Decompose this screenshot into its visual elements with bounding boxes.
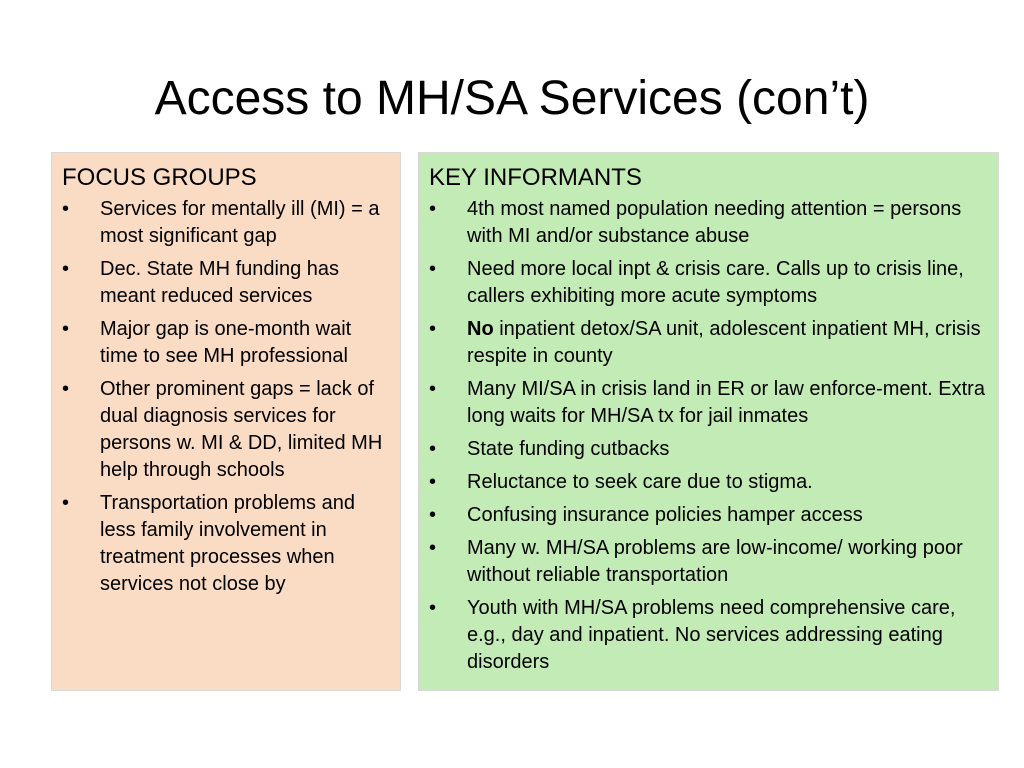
- list-item-text: Many MI/SA in crisis land in ER or law enforce-ment. Extra long waits for MH/SA tx for jail inmates: [467, 378, 985, 427]
- list-item-text: State funding cutbacks: [467, 438, 670, 460]
- bullet-icon: •: [429, 318, 437, 340]
- list-item: [429, 469, 990, 496]
- list-item: [429, 436, 990, 463]
- bullet-icon: •: [429, 378, 437, 400]
- list-item-text: Dec. State MH funding has meant reduced services: [100, 258, 340, 307]
- focus-groups-heading: FOCUS GROUPS: [62, 164, 257, 191]
- list-item: [62, 490, 392, 598]
- bullet-icon: •: [429, 537, 437, 559]
- list-item-text: Confusing insurance policies hamper access: [467, 504, 863, 526]
- bullet-icon: •: [62, 258, 70, 280]
- list-item-text: Transportation problems and less family involvement in treatment processes when services not close by: [100, 492, 355, 595]
- list-item-text: [467, 318, 981, 367]
- slide-title: Access to MH/SA Services (con’t): [154, 72, 870, 125]
- list-item-text: Other prominent gaps = lack of dual diagnosis services for persons w. MI & DD, limited MH help through schools: [100, 378, 383, 481]
- list-item: [62, 256, 392, 310]
- list-item-text: Services for mentally ill (MI) = a most significant gap: [100, 198, 380, 247]
- list-item: [429, 256, 990, 310]
- key-informants-list: [429, 196, 990, 676]
- bullet-icon: •: [429, 438, 437, 460]
- list-item: [429, 595, 990, 676]
- focus-groups-list: [62, 196, 392, 598]
- list-item: [429, 196, 990, 250]
- list-item-text: 4th most named population needing attention = persons with MI and/or substance abuse: [467, 198, 962, 247]
- bullet-icon: •: [62, 378, 70, 400]
- list-item: [429, 502, 990, 529]
- key-informants-panel: [418, 152, 999, 691]
- list-item: [62, 316, 392, 370]
- list-item-text: Youth with MH/SA problems need comprehensive care, e.g., day and inpatient. No services addressing eating disorders: [467, 597, 956, 673]
- list-item-text: Major gap is one-month wait time to see MH professional: [100, 318, 352, 367]
- list-item-text: Many w. MH/SA problems are low-income/ working poor without reliable transportation: [467, 537, 963, 586]
- bullet-icon: •: [429, 471, 437, 493]
- list-item: [429, 316, 990, 370]
- list-item: [62, 196, 392, 250]
- bullet-icon: •: [62, 492, 70, 514]
- bullet-icon: •: [429, 198, 437, 220]
- list-item: [62, 376, 392, 484]
- focus-groups-panel: [51, 152, 401, 691]
- list-item-text-rest: inpatient detox/SA unit, adolescent inpatient MH, crisis respite in county: [467, 318, 981, 367]
- list-item: [429, 535, 990, 589]
- bullet-icon: •: [429, 504, 437, 526]
- bullet-icon: •: [62, 198, 70, 220]
- key-informants-heading: KEY INFORMANTS: [429, 164, 642, 191]
- bullet-icon: •: [62, 318, 70, 340]
- bullet-icon: •: [429, 597, 437, 619]
- bullet-icon: •: [429, 258, 437, 280]
- list-item-text: Need more local inpt & crisis care. Calls up to crisis line, callers exhibiting more acute symptoms: [467, 258, 964, 307]
- list-item-text: Reluctance to seek care due to stigma.: [467, 471, 813, 493]
- list-item: [429, 376, 990, 430]
- emphasis-no: No: [467, 318, 494, 340]
